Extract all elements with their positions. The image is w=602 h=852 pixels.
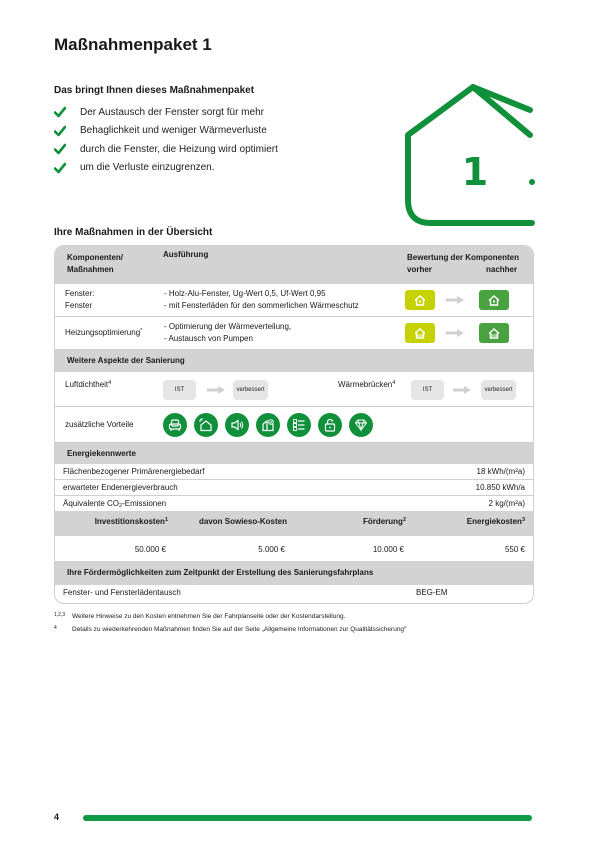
label-text: -Emissionen bbox=[122, 499, 167, 508]
cost-values-row bbox=[55, 536, 533, 561]
execution-detail: - mit Fensterläden für den sommerlichen Wärmeschutz bbox=[164, 301, 359, 310]
advantages-label: zusätzliche Vorteile bbox=[65, 420, 134, 429]
arrow-right-icon bbox=[446, 296, 464, 304]
cost-energy: 550 € bbox=[504, 545, 525, 554]
checkmark-icon bbox=[54, 106, 66, 118]
house-heating-icon bbox=[414, 328, 426, 339]
armchair-icon bbox=[163, 413, 187, 437]
energy-label: erwarteter Endenergieverbrauch bbox=[63, 483, 178, 492]
table-row bbox=[55, 284, 533, 317]
label-text: Äquivalente CO bbox=[63, 499, 120, 508]
component-name: Fenster: bbox=[65, 289, 95, 298]
measures-table bbox=[54, 245, 534, 604]
rating-after bbox=[479, 290, 509, 310]
footnote-text: Weitere Hinweise zu den Kosten entnehmen Sie der Fahrplanseite oder der Kostendarstellung. bbox=[72, 613, 346, 620]
rating-before bbox=[405, 290, 435, 310]
energy-value: 2 kg/(m²a) bbox=[488, 499, 525, 508]
cost-sowieso: 5.000 € bbox=[258, 545, 285, 554]
energy-row bbox=[55, 480, 533, 496]
footnote-mark: 4 bbox=[54, 625, 57, 631]
package-house-logo bbox=[400, 78, 550, 238]
component-name: Heizungsoptimierung bbox=[65, 328, 141, 337]
energy-label bbox=[63, 498, 166, 510]
energy-heading: Energiekennwerte bbox=[67, 449, 136, 458]
footnote bbox=[54, 625, 554, 638]
benefit-item bbox=[54, 140, 278, 159]
benefit-text: um die Verluste einzugrenzen. bbox=[80, 162, 215, 174]
padlock-icon bbox=[318, 413, 342, 437]
execution-detail: - Optimierung der Wärmeverteilung, bbox=[164, 322, 292, 331]
cost-funding: 10.000 € bbox=[372, 545, 404, 554]
package-number: 1 bbox=[461, 150, 489, 194]
execution-detail: - Austausch von Pumpen bbox=[164, 334, 253, 343]
benefits-heading: Das bringt Ihnen dieses Maßnahmenpaket bbox=[54, 85, 255, 96]
benefit-text: durch die Fenster, die Heizung wird optimiert bbox=[80, 143, 278, 155]
header-components: Komponenten/ bbox=[67, 253, 123, 262]
section-header-energy bbox=[55, 443, 533, 464]
page-title: Maßnahmenpaket 1 bbox=[54, 35, 212, 54]
house-check-icon bbox=[256, 413, 280, 437]
section-header-funding bbox=[55, 561, 533, 585]
benefit-item bbox=[54, 159, 278, 178]
footnotes bbox=[54, 612, 554, 638]
house-heating-icon bbox=[488, 328, 500, 339]
funding-row bbox=[55, 585, 533, 603]
energy-row bbox=[55, 464, 533, 480]
funding-heading: Ihre Fördermöglichkeiten zum Zeitpunkt der Erstellung des Sanierungsfahrplans bbox=[67, 568, 374, 577]
cost-header-investment: Investitionskosten$^1$ bbox=[94, 517, 168, 526]
page-number: 4 bbox=[54, 812, 60, 822]
benefit-text: Der Austausch der Fenster sorgt für mehr bbox=[80, 106, 264, 118]
airtightness-label: Luftdichtheit bbox=[65, 380, 109, 389]
section-header-further-aspects bbox=[55, 350, 533, 372]
energy-value: 10.850 kWh/a bbox=[475, 483, 525, 492]
cost-header-sowieso: davon Sowieso-Kosten bbox=[198, 517, 287, 526]
header-execution: Ausführung bbox=[163, 250, 209, 259]
header-after: nachher bbox=[486, 265, 518, 274]
arrow-right-icon bbox=[207, 386, 225, 394]
energy-label: Flächenbezogener Primärenergiebedarf bbox=[63, 467, 205, 476]
cost-header-funding: Förderung$^2$ bbox=[362, 517, 406, 526]
arrow-right-icon bbox=[446, 329, 464, 337]
cost-investment: 50.000 € bbox=[134, 545, 166, 554]
footnote-ref: 4 bbox=[392, 380, 396, 386]
footnote-ref: 4 bbox=[108, 380, 112, 386]
diamond-icon bbox=[349, 413, 373, 437]
funding-measure: Fenster- und Fensterlädentausch bbox=[63, 588, 181, 597]
footnote-mark: 1,2,3 bbox=[54, 612, 66, 618]
label-subscript: 2 bbox=[119, 503, 123, 509]
execution-detail: - Holz-Alu-Fenster, Ug-Wert 0,5, Uf-Wert 0,95 bbox=[164, 289, 326, 298]
header-rating: Bewertung der Komponenten bbox=[407, 253, 520, 262]
airtightness-after: verbessert bbox=[233, 380, 268, 400]
speaker-sound-icon bbox=[225, 413, 249, 437]
table-header bbox=[55, 246, 533, 284]
component-mark: * bbox=[140, 328, 143, 334]
table-row-advantages bbox=[55, 407, 533, 443]
arrow-right-icon bbox=[453, 386, 471, 394]
table-row-aspects bbox=[55, 372, 533, 407]
funding-program: BEG-EM bbox=[416, 588, 448, 597]
rating-before bbox=[405, 323, 435, 343]
checkmark-icon bbox=[54, 162, 66, 174]
checkmark-icon bbox=[54, 143, 66, 155]
airtightness-before: IST bbox=[163, 380, 196, 400]
footnote bbox=[54, 612, 554, 625]
overview-heading: Ihre Maßnahmen in der Übersicht bbox=[54, 227, 213, 238]
checkmark-icon bbox=[54, 125, 66, 137]
benefits-list bbox=[54, 103, 278, 177]
cost-header-row bbox=[55, 511, 533, 536]
house-sun-icon bbox=[194, 413, 218, 437]
footnote-text: Details zu wiederkehrenden Maßnahmen finden Sie auf der Seite „Allgemeine Informationen zur Qualitätssicherung“ bbox=[72, 626, 407, 633]
component-type: Fenster bbox=[65, 301, 93, 310]
thermal-bridges-label: Wärmebrücken bbox=[338, 380, 393, 389]
thermal-bridges-after: verbessert bbox=[481, 380, 516, 400]
energy-row bbox=[55, 496, 533, 511]
further-aspects-heading: Weitere Aspekte der Sanierung bbox=[67, 356, 185, 365]
energy-value: 18 kWh/(m²a) bbox=[476, 467, 525, 476]
house-window-icon bbox=[488, 295, 500, 306]
rating-after bbox=[479, 323, 509, 343]
benefit-item bbox=[54, 103, 278, 122]
benefit-text: Behaglichkeit und weniger Wärmeverluste bbox=[80, 125, 267, 137]
header-before: vorher bbox=[407, 265, 432, 274]
checklist-icon bbox=[287, 413, 311, 437]
footer-bar bbox=[83, 815, 532, 821]
header-measures: Maßnahmen bbox=[67, 265, 114, 274]
table-row bbox=[55, 317, 533, 350]
thermal-bridges-before: IST bbox=[411, 380, 444, 400]
house-window-icon bbox=[414, 295, 426, 306]
benefit-item bbox=[54, 122, 278, 141]
cost-header-energy: Energiekosten$^3$ bbox=[466, 517, 525, 526]
